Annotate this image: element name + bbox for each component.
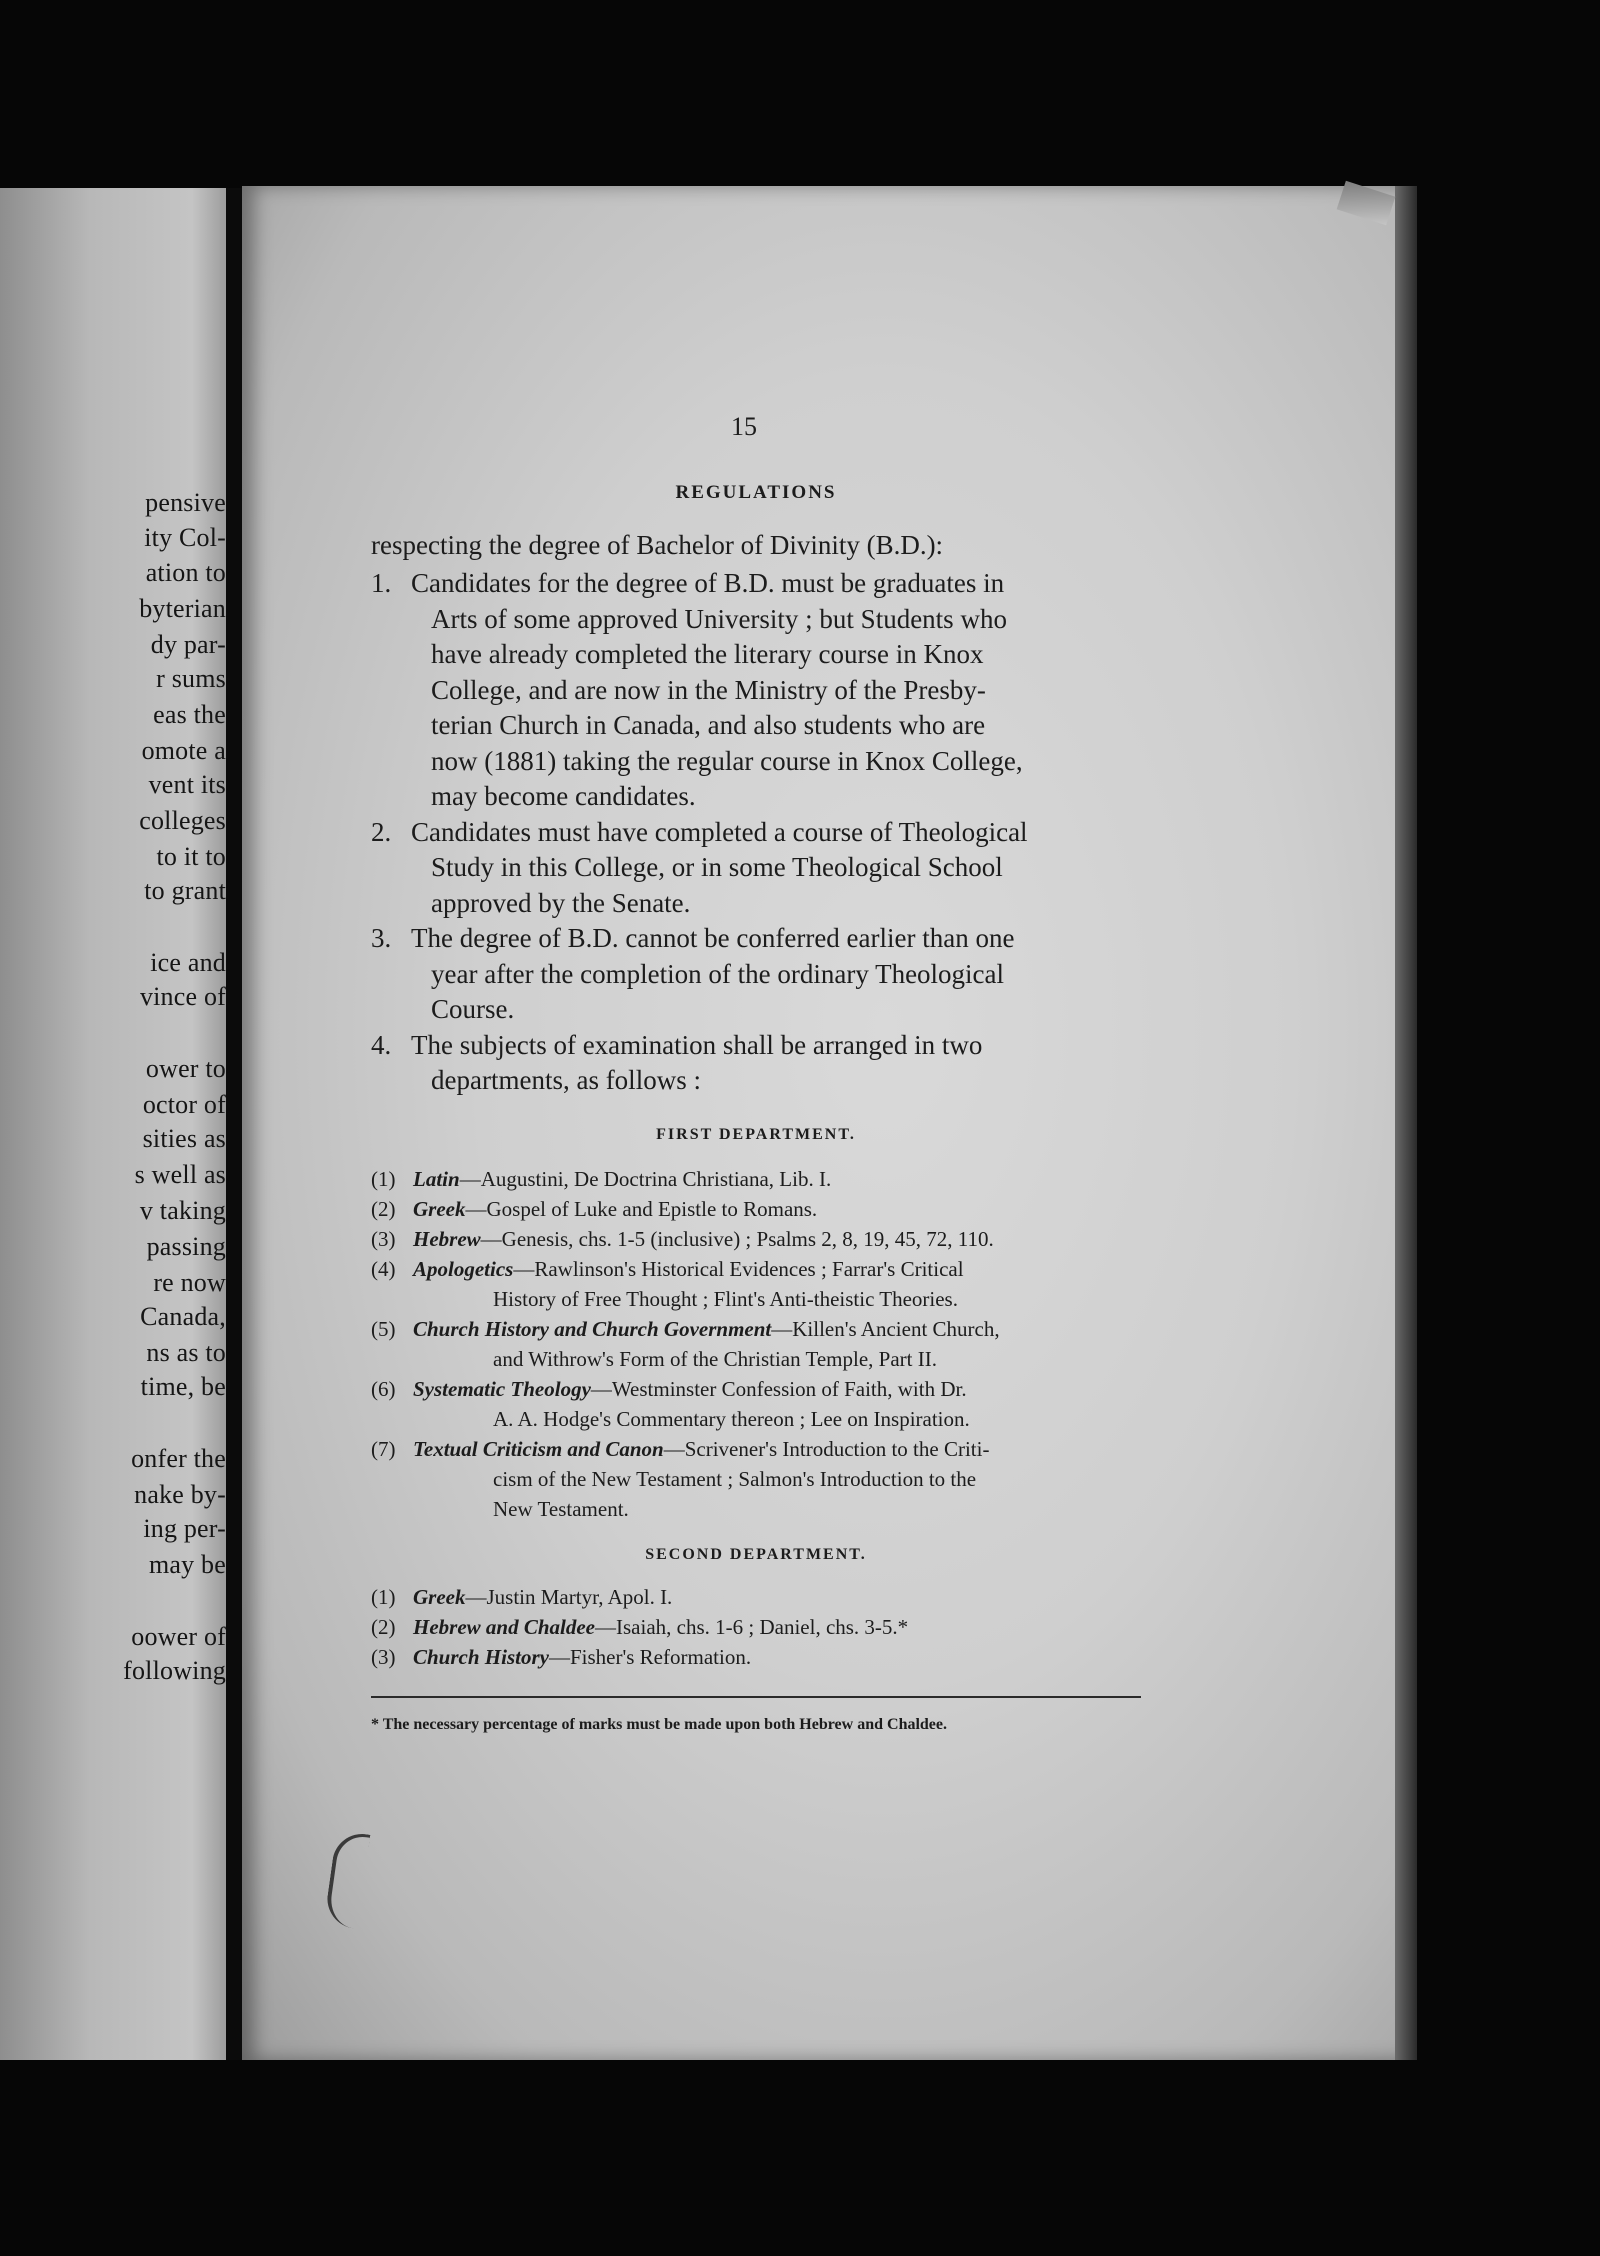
regulation-line: have already completed the literary course in Knox	[431, 639, 984, 669]
footnote-rule	[371, 1696, 1141, 1698]
facing-page-line: vent its	[148, 770, 226, 799]
subject-line	[371, 1374, 1141, 1404]
regulation-line: may become candidates.	[431, 781, 696, 811]
intro-line: respecting the degree of Bachelor of Divinity (B.D.):	[371, 530, 944, 560]
second-department-list	[371, 1582, 1141, 1672]
subject-line	[371, 1254, 1141, 1284]
page-edge-shadow	[1395, 186, 1417, 2060]
subject-title: Systematic Theology	[413, 1377, 591, 1401]
subject-title: Church History and Church Government	[413, 1317, 772, 1341]
subject-title: Textual Criticism and Canon	[413, 1437, 664, 1461]
subject-text: A. A. Hodge's Commentary thereon ; Lee on Inspiration.	[493, 1407, 970, 1431]
subject-text: —Scrivener's Introduction to the Criti-	[663, 1437, 990, 1461]
subject-title: Latin	[413, 1167, 460, 1191]
regulation-line: Study in this College, or in some Theological School	[431, 852, 1003, 882]
regulations-list	[371, 566, 1141, 1099]
subject-text: History of Free Thought ; Flint's Anti-theistic Theories.	[493, 1287, 958, 1311]
subject-number: (6)	[371, 1377, 396, 1401]
first-department-heading: FIRST DEPARTMENT.	[656, 1126, 856, 1143]
subject-title: Church History	[413, 1645, 549, 1669]
facing-page-line: passing	[146, 1232, 226, 1261]
facing-page-left	[0, 188, 226, 2060]
subject-line	[371, 1582, 1141, 1612]
facing-page-line: ity Col-	[144, 523, 226, 552]
facing-page-line: sities as	[142, 1124, 226, 1153]
regulation-line: College, and are now in the Ministry of the Presby-	[431, 674, 986, 705]
subject-title: Hebrew	[413, 1227, 481, 1251]
facing-page-line: octor of	[142, 1090, 226, 1119]
subject-item	[371, 1642, 1141, 1672]
subject-text: —Justin Martyr, Apol. I.	[465, 1585, 673, 1609]
regulation-number: 2.	[371, 816, 392, 847]
second-department-heading: SECOND DEPARTMENT.	[645, 1546, 867, 1563]
facing-page-line: nake by-	[134, 1480, 226, 1509]
subject-number: (2)	[371, 1615, 396, 1639]
subject-text: —Genesis, chs. 1-5 (inclusive) ; Psalms 2, 8, 19, 45, 72, 110.	[480, 1227, 994, 1251]
subject-text: and Withrow's Form of the Christian Temple, Part II.	[493, 1347, 937, 1371]
subject-line	[371, 1642, 1141, 1672]
subject-number: (3)	[371, 1645, 396, 1669]
subject-line	[371, 1494, 1141, 1524]
regulation-line: Candidates must have completed a course of Theological	[411, 816, 1028, 847]
subject-line	[371, 1224, 1141, 1254]
facing-page-line: Canada,	[140, 1302, 226, 1331]
subject-text: New Testament.	[493, 1497, 629, 1521]
subject-item	[371, 1612, 1141, 1642]
regulation-item	[371, 815, 1141, 922]
subject-item	[371, 1314, 1141, 1374]
subject-number: (1)	[371, 1585, 396, 1609]
facing-page-line: vince of	[139, 982, 226, 1011]
facing-page-line: eas the	[153, 700, 226, 729]
facing-page-line: dy par-	[150, 630, 226, 659]
subject-text: —Augustini, De Doctrina Christiana, Lib. I.	[459, 1167, 832, 1191]
first-department-list	[371, 1164, 1141, 1524]
regulation-line: departments, as follows :	[431, 1065, 701, 1095]
facing-page-line: r sums	[156, 664, 226, 693]
facing-page-line: ing per-	[143, 1514, 226, 1543]
regulation-line: year after the completion of the ordinary Theological	[431, 958, 1005, 989]
subject-title: Greek	[413, 1585, 466, 1609]
subject-number: (2)	[371, 1197, 396, 1221]
facing-page-line: ation to	[145, 558, 226, 587]
facing-page-line: to grant	[144, 876, 226, 905]
subject-line	[371, 1612, 1141, 1642]
subject-text: cism of the New Testament ; Salmon's Introduction to the	[493, 1467, 977, 1491]
regulation-item	[371, 566, 1141, 815]
regulation-line: Course.	[431, 994, 515, 1024]
subject-item	[371, 1224, 1141, 1254]
subject-line	[371, 1194, 1141, 1224]
subject-item	[371, 1164, 1141, 1194]
facing-page-line: colleges	[139, 806, 226, 835]
facing-page-line: may be	[148, 1550, 226, 1579]
facing-page-line: ice and	[150, 948, 226, 977]
facing-page-line: byterian	[139, 594, 226, 623]
page-15	[242, 186, 1412, 2060]
subject-number: (3)	[371, 1227, 396, 1251]
regulation-line: now (1881) taking the regular course in Knox College,	[431, 745, 1023, 776]
regulation-number: 4.	[371, 1029, 392, 1060]
facing-page-line: onfer the	[131, 1444, 226, 1473]
page-number: 15	[731, 412, 757, 441]
subject-item	[371, 1434, 1141, 1524]
subject-title: Greek	[413, 1197, 466, 1221]
facing-page-line: re now	[153, 1268, 226, 1297]
facing-page-line: pensive	[145, 488, 226, 517]
facing-page-line: v taking	[139, 1196, 226, 1225]
subject-item	[371, 1374, 1141, 1434]
subject-item	[371, 1194, 1141, 1224]
subject-text: —Killen's Ancient Church,	[771, 1317, 1000, 1341]
regulation-line: Arts of some approved University ; but Students who	[431, 603, 1007, 634]
regulation-number: 3.	[371, 923, 392, 953]
regulation-line: terian Church in Canada, and also students who are	[431, 710, 986, 740]
subject-line	[371, 1284, 1141, 1314]
running-head: REGULATIONS	[675, 482, 837, 503]
regulation-line: Candidates for the degree of B.D. must be graduates in	[411, 568, 1005, 598]
subject-number: (4)	[371, 1257, 396, 1281]
regulation-line: approved by the Senate.	[431, 887, 691, 918]
subject-line	[371, 1314, 1141, 1344]
regulation-line: The subjects of examination shall be arranged in two	[411, 1029, 983, 1060]
facing-page-line: ower to	[145, 1054, 226, 1083]
subject-item	[371, 1582, 1141, 1612]
facing-page-line: ns as to	[146, 1338, 226, 1367]
subject-line	[371, 1464, 1141, 1494]
regulation-item	[371, 921, 1141, 1028]
footnote: * The necessary percentage of marks must be made upon both Hebrew and Chaldee.	[371, 1716, 948, 1733]
subject-number: (7)	[371, 1437, 396, 1461]
subject-number: (1)	[371, 1167, 396, 1191]
facing-page-line: to it to	[156, 842, 226, 871]
subject-text: —Isaiah, chs. 1-6 ; Daniel, chs. 3-5.*	[595, 1615, 909, 1639]
facing-page-line: omote a	[141, 736, 226, 765]
subject-title: Hebrew and Chaldee	[413, 1615, 595, 1639]
subject-line	[371, 1164, 1141, 1194]
subject-line	[371, 1344, 1141, 1374]
regulation-number: 1.	[371, 568, 392, 598]
regulation-item	[371, 1028, 1141, 1099]
facing-page-line: s well as	[134, 1160, 226, 1189]
subject-line	[371, 1404, 1141, 1434]
subject-title: Apologetics	[413, 1257, 514, 1281]
subject-item	[371, 1254, 1141, 1314]
subject-text: —Westminster Confession of Faith, with Dr.	[590, 1377, 967, 1401]
subject-number: (5)	[371, 1317, 396, 1341]
subject-line	[371, 1434, 1141, 1464]
facing-page-line: oower of	[131, 1622, 226, 1651]
subject-text: —Gospel of Luke and Epistle to Romans.	[465, 1197, 818, 1221]
regulation-line: The degree of B.D. cannot be conferred earlier than one	[411, 923, 1015, 953]
facing-page-line: time, be	[140, 1372, 226, 1401]
facing-page-line: following	[123, 1656, 226, 1685]
subject-text: —Rawlinson's Historical Evidences ; Farrar's Critical	[513, 1257, 964, 1281]
subject-text: —Fisher's Reformation.	[548, 1645, 752, 1669]
